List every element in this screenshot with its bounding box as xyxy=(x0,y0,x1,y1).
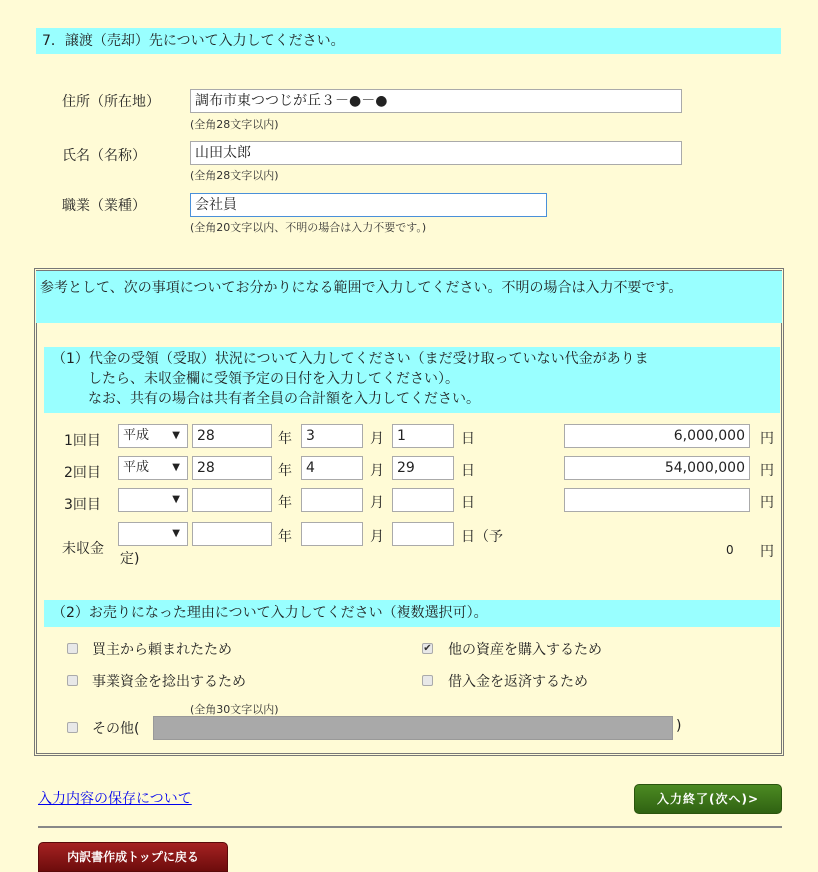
unpaid-day-suffix: 日（予 xyxy=(461,529,503,545)
yen-unit: 円 xyxy=(760,544,774,560)
reason-other-label: その他( xyxy=(92,721,140,737)
unpaid-suffix-wrap: 定) xyxy=(120,551,140,567)
payments-header xyxy=(44,347,780,413)
payments-header-line3: なお、共有の場合は共有者全員の合計額を入力してください。 xyxy=(88,391,480,407)
payment-3-year-input[interactable] xyxy=(192,488,272,512)
unpaid-month-input[interactable] xyxy=(301,522,363,546)
month-unit: 月 xyxy=(370,529,384,545)
payment-2-label: 2回目 xyxy=(64,465,101,481)
payment-2-era-select[interactable] xyxy=(118,456,188,480)
payment-3-month-input[interactable] xyxy=(301,488,363,512)
chevron-down-icon: ▼ xyxy=(172,528,180,539)
payment-1-era-value: 平成 xyxy=(123,428,150,443)
back-to-top-button[interactable]: 内訳書作成トップに戻る xyxy=(38,842,228,872)
reason-other-checkbox[interactable] xyxy=(67,722,78,733)
occupation-input[interactable]: 会社員 xyxy=(190,193,547,217)
name-hint: (全角28文字以内) xyxy=(190,169,279,182)
reason-1-checkbox[interactable] xyxy=(67,643,78,654)
reason-3-label: 事業資金を捻出するため xyxy=(92,674,246,690)
reason-other-close: ) xyxy=(676,718,682,734)
payment-3-day-input[interactable] xyxy=(392,488,454,512)
unpaid-era-select[interactable] xyxy=(118,522,188,546)
address-hint: (全角28文字以内) xyxy=(190,118,279,131)
month-unit: 月 xyxy=(370,431,384,447)
chevron-down-icon: ▼ xyxy=(172,462,180,473)
payment-3-label: 3回目 xyxy=(64,497,101,513)
payment-3-era-select[interactable] xyxy=(118,488,188,512)
year-unit: 年 xyxy=(278,431,292,447)
year-unit: 年 xyxy=(278,529,292,545)
reasons-header: （2）お売りになった理由について入力してください（複数選択可）。 xyxy=(44,600,780,627)
checkmark-icon: ✔ xyxy=(423,643,432,654)
chevron-down-icon: ▼ xyxy=(172,430,180,441)
month-unit: 月 xyxy=(370,463,384,479)
name-input[interactable]: 山田太郎 xyxy=(190,141,682,165)
payment-1-amount-input[interactable]: 6,000,000 xyxy=(564,424,750,448)
reason-other-input[interactable] xyxy=(153,716,673,740)
payment-1-day-input[interactable]: 1 xyxy=(392,424,454,448)
reason-4-label: 借入金を返済するため xyxy=(448,674,588,690)
divider xyxy=(38,826,782,828)
unpaid-year-input[interactable] xyxy=(192,522,272,546)
payment-1-era-select[interactable] xyxy=(118,424,188,448)
reason-4-checkbox[interactable] xyxy=(422,675,433,686)
other-hint: (全角30文字以内) xyxy=(190,703,279,716)
unpaid-label: 未収金 xyxy=(62,541,104,557)
payment-1-year-input[interactable]: 28 xyxy=(192,424,272,448)
yen-unit: 円 xyxy=(760,463,774,479)
year-unit: 年 xyxy=(278,463,292,479)
unpaid-amount: 0 xyxy=(726,543,734,557)
unpaid-day-input[interactable] xyxy=(392,522,454,546)
day-unit: 日 xyxy=(461,431,475,447)
yen-unit: 円 xyxy=(760,431,774,447)
payment-1-month-input[interactable]: 3 xyxy=(301,424,363,448)
reason-1-label: 買主から頼まれたため xyxy=(92,642,232,658)
section-title: 7．譲渡（売却）先について入力してください。 xyxy=(36,28,781,54)
payments-header-line2: したら、未収金欄に受領予定の日付を入力してください）。 xyxy=(88,371,459,387)
save-info-link[interactable]: 入力内容の保存について xyxy=(38,791,192,807)
next-button[interactable]: 入力終了(次へ)> xyxy=(634,784,782,814)
year-unit: 年 xyxy=(278,495,292,511)
address-label: 住所（所在地） xyxy=(62,94,160,110)
reason-2-checkbox[interactable] xyxy=(422,643,433,654)
occupation-label: 職業（業種） xyxy=(62,198,146,214)
occupation-hint: (全角20文字以内、不明の場合は入力不要です。) xyxy=(190,221,427,234)
month-unit: 月 xyxy=(370,495,384,511)
address-input[interactable]: 調布市東つつじが丘３－●－● xyxy=(190,89,682,113)
day-unit: 日 xyxy=(461,463,475,479)
payment-2-day-input[interactable]: 29 xyxy=(392,456,454,480)
payments-header-line1: （1）代金の受領（受取）状況について入力してください（まだ受け取っていない代金がありま xyxy=(52,351,649,367)
payment-1-label: 1回目 xyxy=(64,433,101,449)
payment-2-year-input[interactable]: 28 xyxy=(192,456,272,480)
yen-unit: 円 xyxy=(760,495,774,511)
day-unit: 日 xyxy=(461,495,475,511)
payment-2-month-input[interactable]: 4 xyxy=(301,456,363,480)
payment-3-amount-input[interactable] xyxy=(564,488,750,512)
reference-header: 参考として、次の事項についてお分かりになる範囲で入力してください。不明の場合は入力不要です。 xyxy=(36,271,782,323)
name-label: 氏名（名称） xyxy=(62,148,146,164)
payment-2-amount-input[interactable]: 54,000,000 xyxy=(564,456,750,480)
reason-2-label: 他の資産を購入するため xyxy=(448,642,602,658)
chevron-down-icon: ▼ xyxy=(172,494,180,505)
reason-3-checkbox[interactable] xyxy=(67,675,78,686)
payment-2-era-value: 平成 xyxy=(123,460,150,475)
